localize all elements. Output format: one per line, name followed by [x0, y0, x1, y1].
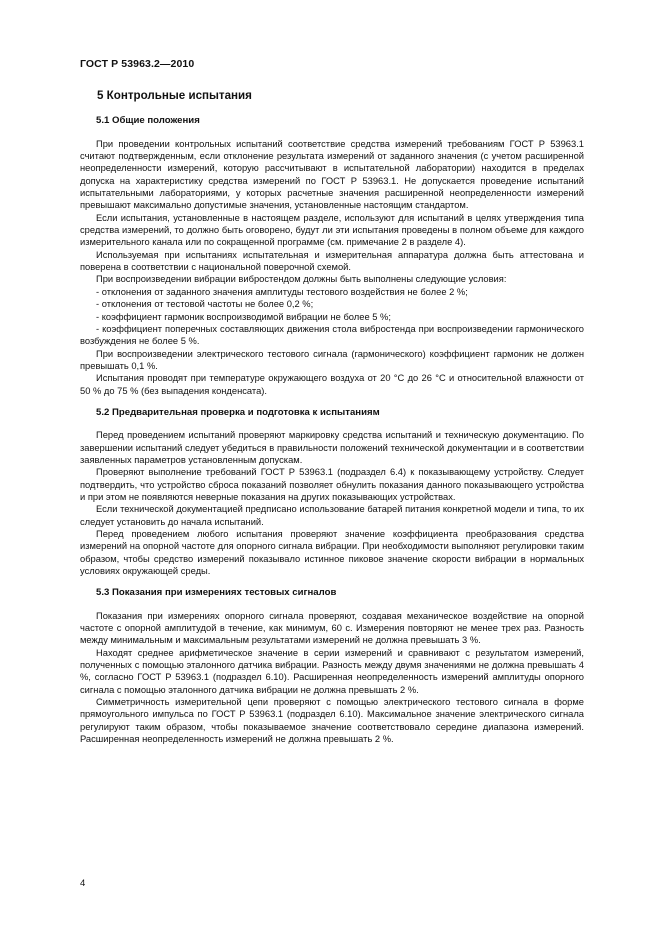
- list-item: - коэффициент поперечных составляющих движения стола вибростенда при воспроизведении гармонического возбуждения не более 5 %.: [80, 323, 584, 347]
- paragraph: При проведении контрольных испытаний соответствие средства измерений требованиям ГОСТ Р 53963.1 считают подтвержденным, если отклонение результата измерений от заданного значения (с учетом расширенной неопределенности измерений, которую рассчитывают в испытательной лаборатории) находится в пределах допуска на характеристику средства измерений по ГОСТ Р 53963.1. Не допускается проведение испытаний испытательными лабораториями, у которых расчетные значения расширенной неопределенности измерений превышают максимально допустимые значения, установленные настоящим стандартом.: [80, 138, 584, 211]
- subsection-title: 5.1 Общие положения: [96, 115, 200, 127]
- subsection-5-1: [80, 115, 584, 397]
- paragraph: Перед проведением испытаний проверяют маркировку средства испытаний и техническую документацию. По завершении испытаний следует убедиться в правильности положений технической документации и в соответствии заявленных параметров установленным допускам.: [80, 430, 584, 465]
- paragraph: При воспроизведении вибрации вибростендом должны быть выполнены следующие условия:: [96, 274, 507, 285]
- document-header: ГОСТ Р 53963.2—2010: [80, 58, 195, 70]
- subsection-5-3: [80, 587, 584, 745]
- subsection-5-2: [80, 407, 584, 577]
- paragraph: Симметричность измерительной цепи проверяют с помощью электрического тестового сигнала в форме прямоугольного импульса по ГОСТ Р 53963.1 (подраздел 6.10). Максимальное значение электрического сигнала регулируют таким образом, чтобы показываемое значение соответствовало середине диапазона измерений. Расширенная неопределенность измерений не должна превышать 2 %.: [80, 697, 584, 745]
- subsection-title: 5.2 Предварительная проверка и подготовка к испытаниям: [96, 406, 380, 418]
- document-body: [80, 90, 584, 746]
- page-number: 4: [80, 878, 86, 889]
- list-item: - коэффициент гармоник воспроизводимой вибрации не более 5 %;: [96, 311, 391, 322]
- paragraph: Если испытания, установленные в настоящем разделе, используют для испытаний в целях утверждения типа средства измерений, то должно быть оговорено, будут ли эти испытания проведены в полном объеме для каждого измерительного канала или по сокращенной программе (см. примечание 2 в разделе 4).: [80, 212, 584, 248]
- list-item: - отклонения от тестовой частоты не более 0,2 %;: [96, 299, 314, 310]
- paragraph: Если технической документацией предписано использование батарей питания конкретной модели и типа, то их следует установить до начала испытаний.: [80, 504, 584, 527]
- paragraph: Перед проведением любого испытания проверяют значение коэффициента преобразования средства измерений на опорной частоте для опорного сигнала вибрации. При необходимости выполняют регулировки таким образом, чтобы средство измерений показывало истинное пиковое значение скорости вибрации в нормальных условиях окружающей среды.: [80, 529, 584, 577]
- paragraph: Испытания проводят при температуре окружающего воздуха от 20 °С до 26 °С и относительной влажности от 50 % до 75 % (без выпадения конденсата).: [80, 373, 584, 396]
- paragraph: Показания при измерениях опорного сигнала проверяют, создавая механическое воздействие на опорной частоте с опорной амплитудой в течение, как минимум, 60 с. Измерения повторяют не менее трех раз. Разность между минимальным и максимальным результатами измерений не должна превышать 3 %.: [80, 610, 584, 646]
- paragraph: Находят среднее арифметическое значение в серии измерений и сравнивают с результатом измерений, полученных с помощью эталонного датчика вибрации. Разность между двумя значениями не должна превышать 4 %, согласно ГОСТ Р 53963.1 (подраздел 6.10). Расширенная неопределенность измерений амплитуды опорного сигнала с помощью эталонного датчика вибрации не должна превышать 2 %.: [80, 647, 584, 695]
- paragraph: Используемая при испытаниях испытательная и измерительная аппаратура должна быть аттестована и поверена в соответствии с национальной поверочной схемой.: [80, 249, 584, 273]
- subsection-title: 5.3 Показания при измерениях тестовых сигналов: [96, 587, 337, 599]
- section-title: 5 Контрольные испытания: [97, 89, 252, 102]
- paragraph: Проверяют выполнение требований ГОСТ Р 53963.1 (подраздел 6.4) к показывающему устройству. Следует подтвердить, что устройство сброса показаний позволяет обнулить показания данного показывающего устройства и при этом не появляются неверные показания на других показывающих устройствах.: [80, 467, 584, 502]
- list-item: - отклонения от заданного значения амплитуды тестового воздействия не более 2 %;: [96, 286, 468, 297]
- paragraph: При воспроизведении электрического тестового сигнала (гармонического) коэффициент гармоник не должен превышать 0,1 %.: [80, 348, 584, 371]
